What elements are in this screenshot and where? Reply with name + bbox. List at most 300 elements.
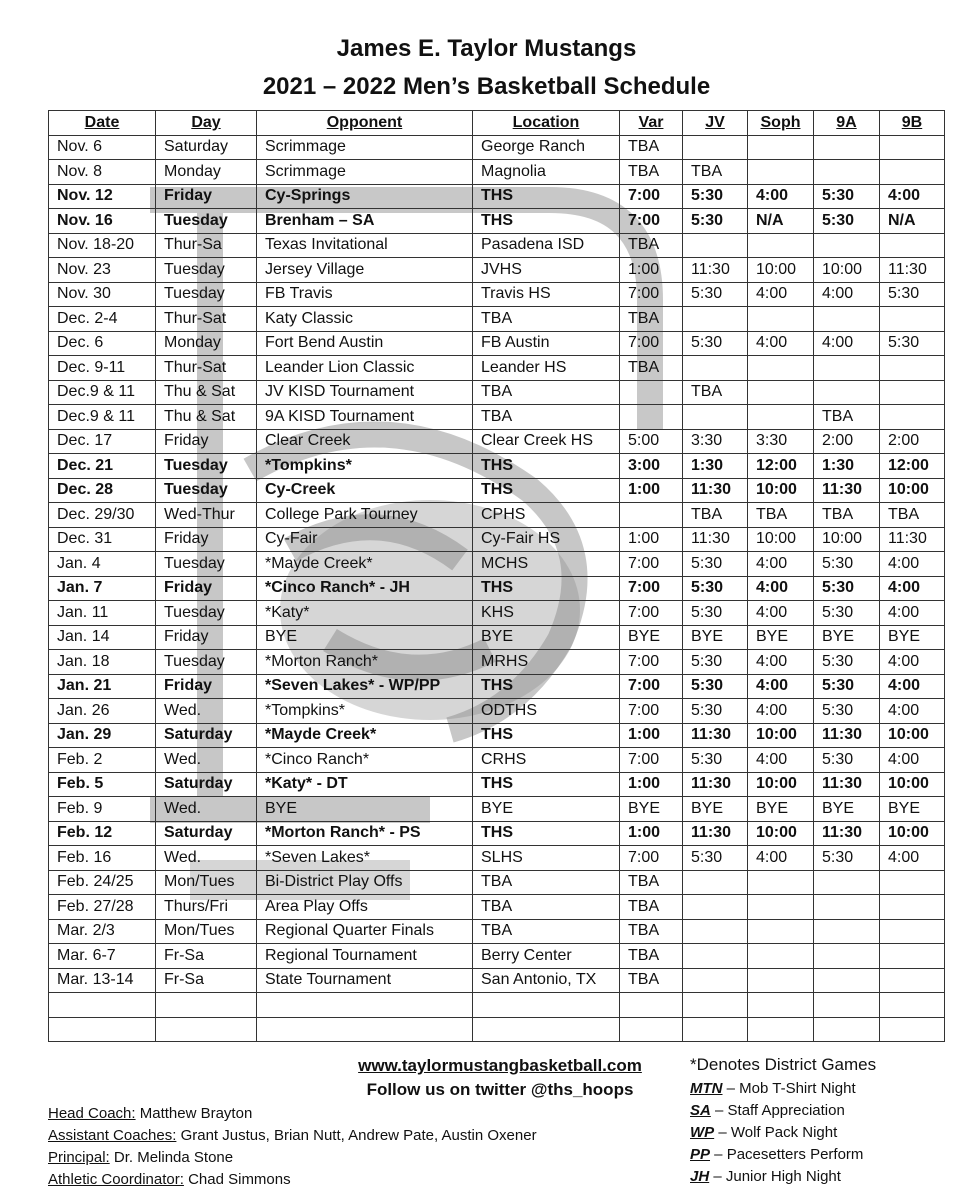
table-cell: TBA xyxy=(473,307,620,332)
staff-role: Principal: xyxy=(48,1149,110,1166)
table-cell: BYE xyxy=(620,797,683,822)
table-cell: THS xyxy=(473,454,620,479)
table-cell xyxy=(683,356,748,381)
table-cell: 12:00 xyxy=(748,454,814,479)
table-cell xyxy=(683,993,748,1018)
table-cell xyxy=(880,307,945,332)
table-cell: CPHS xyxy=(473,503,620,528)
table-row xyxy=(49,209,945,234)
table-cell: Wed-Thur xyxy=(156,503,257,528)
column-header: 9A xyxy=(814,111,880,136)
table-cell xyxy=(748,895,814,920)
table-cell: 11:30 xyxy=(814,723,880,748)
table-cell: Wed. xyxy=(156,797,257,822)
table-cell: Feb. 2 xyxy=(49,748,156,773)
table-cell: 3:00 xyxy=(620,454,683,479)
table-row xyxy=(49,895,945,920)
table-cell: BYE xyxy=(748,625,814,650)
table-cell: 1:00 xyxy=(620,772,683,797)
table-cell: Katy Classic xyxy=(257,307,473,332)
table-row xyxy=(49,527,945,552)
table-cell: TBA xyxy=(473,870,620,895)
table-cell: Feb. 9 xyxy=(49,797,156,822)
table-cell xyxy=(620,993,683,1018)
staff-line xyxy=(48,1169,537,1191)
table-cell xyxy=(880,993,945,1018)
legend-item xyxy=(690,1122,876,1144)
legend-code: PP xyxy=(690,1146,711,1163)
table-cell xyxy=(748,307,814,332)
table-cell: TBA xyxy=(620,160,683,185)
staff-name: Grant Justus, Brian Nutt, Andrew Pate, Austin Oxener xyxy=(176,1127,537,1144)
table-cell: TBA xyxy=(880,503,945,528)
table-cell: 5:30 xyxy=(814,650,880,675)
table-cell: 10:00 xyxy=(880,723,945,748)
table-cell: TBA xyxy=(473,405,620,430)
table-cell: 4:00 xyxy=(748,331,814,356)
column-header: Opponent xyxy=(257,111,473,136)
table-cell: 11:30 xyxy=(683,772,748,797)
table-cell: TBA xyxy=(620,870,683,895)
table-cell: 1:00 xyxy=(620,478,683,503)
table-cell: Dec. 31 xyxy=(49,527,156,552)
website-link[interactable]: www.taylormustangbasketball.com xyxy=(358,1056,642,1075)
table-cell xyxy=(683,307,748,332)
table-row xyxy=(49,748,945,773)
table-cell: 11:30 xyxy=(814,821,880,846)
table-cell xyxy=(620,1017,683,1042)
table-cell: TBA xyxy=(620,944,683,969)
table-cell xyxy=(620,380,683,405)
table-cell: *Katy* xyxy=(257,601,473,626)
table-cell: Thur-Sat xyxy=(156,307,257,332)
table-cell xyxy=(748,968,814,993)
table-row xyxy=(49,993,945,1018)
table-cell xyxy=(683,944,748,969)
table-cell: BYE xyxy=(683,797,748,822)
table-cell xyxy=(814,968,880,993)
table-row xyxy=(49,282,945,307)
table-cell xyxy=(880,944,945,969)
legend-code: MTN xyxy=(690,1080,723,1097)
table-cell: BYE xyxy=(814,625,880,650)
column-header: Date xyxy=(49,111,156,136)
table-cell: 10:00 xyxy=(880,821,945,846)
table-cell: 11:30 xyxy=(683,527,748,552)
table-cell: Monday xyxy=(156,160,257,185)
table-cell: Friday xyxy=(156,184,257,209)
table-cell: Thu & Sat xyxy=(156,405,257,430)
table-cell xyxy=(748,405,814,430)
table-cell: 10:00 xyxy=(748,772,814,797)
staff-role: Assistant Coaches: xyxy=(48,1127,177,1144)
table-cell xyxy=(748,356,814,381)
table-row xyxy=(49,380,945,405)
table-cell: BYE xyxy=(257,797,473,822)
table-cell: 9A KISD Tournament xyxy=(257,405,473,430)
table-cell: 5:30 xyxy=(683,184,748,209)
table-cell: Dec. 17 xyxy=(49,429,156,454)
table-cell: 5:30 xyxy=(814,674,880,699)
table-cell: Fort Bend Austin xyxy=(257,331,473,356)
table-cell xyxy=(156,993,257,1018)
table-cell xyxy=(880,919,945,944)
table-cell: 10:00 xyxy=(880,772,945,797)
table-cell xyxy=(814,993,880,1018)
table-cell: 5:30 xyxy=(683,209,748,234)
table-row xyxy=(49,870,945,895)
table-cell xyxy=(814,944,880,969)
table-cell: TBA xyxy=(620,919,683,944)
table-cell xyxy=(814,233,880,258)
table-cell: Nov. 12 xyxy=(49,184,156,209)
table-cell: ODTHS xyxy=(473,699,620,724)
table-row xyxy=(49,356,945,381)
table-cell: N/A xyxy=(748,209,814,234)
table-cell: TBA xyxy=(620,135,683,160)
table-cell: Feb. 27/28 xyxy=(49,895,156,920)
table-cell: 2:00 xyxy=(880,429,945,454)
table-cell: Mar. 2/3 xyxy=(49,919,156,944)
table-cell: TBA xyxy=(683,160,748,185)
table-cell: Pasadena ISD xyxy=(473,233,620,258)
staff-name: Chad Simmons xyxy=(183,1171,291,1188)
table-cell: TBA xyxy=(814,405,880,430)
table-cell: 5:00 xyxy=(620,429,683,454)
table-cell: *Katy* - DT xyxy=(257,772,473,797)
table-cell: TBA xyxy=(620,968,683,993)
table-cell: 1:00 xyxy=(620,821,683,846)
table-cell: 7:00 xyxy=(620,674,683,699)
table-row xyxy=(49,1017,945,1042)
table-cell: TBA xyxy=(620,895,683,920)
table-cell xyxy=(880,968,945,993)
table-cell xyxy=(683,405,748,430)
table-cell: TBA xyxy=(473,919,620,944)
table-cell: 7:00 xyxy=(620,282,683,307)
table-cell: THS xyxy=(473,674,620,699)
table-cell: 7:00 xyxy=(620,846,683,871)
table-cell: KHS xyxy=(473,601,620,626)
table-cell: 4:00 xyxy=(880,674,945,699)
table-cell: *Seven Lakes* - WP/PP xyxy=(257,674,473,699)
table-cell: 7:00 xyxy=(620,650,683,675)
legend xyxy=(690,1054,876,1188)
table-cell: 5:30 xyxy=(814,699,880,724)
table-cell: 10:00 xyxy=(748,821,814,846)
table-cell: 10:00 xyxy=(748,478,814,503)
table-cell: Nov. 6 xyxy=(49,135,156,160)
table-cell: Mar. 6-7 xyxy=(49,944,156,969)
table-cell: Saturday xyxy=(156,821,257,846)
table-cell: 7:00 xyxy=(620,748,683,773)
table-cell: 4:00 xyxy=(748,674,814,699)
legend-items xyxy=(690,1078,876,1188)
table-cell: BYE xyxy=(473,797,620,822)
table-cell: Tuesday xyxy=(156,209,257,234)
table-cell xyxy=(748,233,814,258)
table-cell: 5:30 xyxy=(814,846,880,871)
table-cell: 5:30 xyxy=(814,576,880,601)
table-cell: Cy-Creek xyxy=(257,478,473,503)
staff-list xyxy=(48,1103,537,1191)
table-cell: 4:00 xyxy=(880,650,945,675)
staff-role: Athletic Coordinator: xyxy=(48,1171,184,1188)
table-cell xyxy=(748,380,814,405)
table-cell: Friday xyxy=(156,576,257,601)
table-cell: 4:00 xyxy=(880,748,945,773)
table-cell: BYE xyxy=(620,625,683,650)
legend-item xyxy=(690,1166,876,1188)
table-cell: Jan. 26 xyxy=(49,699,156,724)
table-cell xyxy=(814,895,880,920)
legend-item xyxy=(690,1100,876,1122)
table-cell: Saturday xyxy=(156,723,257,748)
table-cell: Dec.9 & 11 xyxy=(49,405,156,430)
table-cell xyxy=(880,135,945,160)
legend-code: SA xyxy=(690,1102,711,1119)
table-cell: N/A xyxy=(880,209,945,234)
table-cell: 5:30 xyxy=(814,601,880,626)
table-cell xyxy=(814,356,880,381)
table-cell: 10:00 xyxy=(814,527,880,552)
table-cell: 4:00 xyxy=(814,331,880,356)
table-cell xyxy=(814,919,880,944)
table-body xyxy=(49,135,945,1042)
table-cell: Jan. 21 xyxy=(49,674,156,699)
table-cell: THS xyxy=(473,723,620,748)
table-cell xyxy=(683,1017,748,1042)
staff-line xyxy=(48,1103,537,1125)
table-cell: 4:00 xyxy=(880,846,945,871)
table-cell: 11:30 xyxy=(814,478,880,503)
table-row xyxy=(49,919,945,944)
table-cell: SLHS xyxy=(473,846,620,871)
table-cell xyxy=(814,160,880,185)
table-cell xyxy=(880,356,945,381)
table-cell: BYE xyxy=(748,797,814,822)
table-cell xyxy=(683,968,748,993)
table-cell: Magnolia xyxy=(473,160,620,185)
table-cell: 5:30 xyxy=(683,650,748,675)
table-cell: TBA xyxy=(683,503,748,528)
table-cell xyxy=(814,307,880,332)
table-cell: 10:00 xyxy=(748,258,814,283)
table-cell: Travis HS xyxy=(473,282,620,307)
table-cell: Mar. 13-14 xyxy=(49,968,156,993)
table-cell: Texas Invitational xyxy=(257,233,473,258)
staff-name: Matthew Brayton xyxy=(135,1105,253,1122)
table-cell: 11:30 xyxy=(683,723,748,748)
table-cell: 11:30 xyxy=(880,527,945,552)
column-header: Soph xyxy=(748,111,814,136)
table-cell: BYE xyxy=(880,797,945,822)
legend-code: JH xyxy=(690,1168,710,1185)
table-cell: Tuesday xyxy=(156,478,257,503)
table-row xyxy=(49,601,945,626)
table-cell: Fr-Sa xyxy=(156,968,257,993)
table-cell: Nov. 8 xyxy=(49,160,156,185)
table-cell: MRHS xyxy=(473,650,620,675)
table-cell xyxy=(620,503,683,528)
table-row xyxy=(49,552,945,577)
table-cell: 7:00 xyxy=(620,184,683,209)
table-cell: 4:00 xyxy=(880,184,945,209)
table-row xyxy=(49,184,945,209)
table-cell: 5:30 xyxy=(683,846,748,871)
table-row xyxy=(49,723,945,748)
table-row xyxy=(49,821,945,846)
table-row xyxy=(49,307,945,332)
schedule-title: James E. Taylor Mustangs xyxy=(336,35,637,62)
twitter-line: Follow us on twitter @ths_hoops xyxy=(366,1080,634,1099)
table-cell: Tuesday xyxy=(156,601,257,626)
table-cell: Dec. 2-4 xyxy=(49,307,156,332)
table-cell: *Tompkins* xyxy=(257,699,473,724)
table-cell xyxy=(880,160,945,185)
table-cell: 5:30 xyxy=(814,748,880,773)
table-cell: 5:30 xyxy=(814,184,880,209)
table-cell: Cy-Fair HS xyxy=(473,527,620,552)
table-cell: Area Play Offs xyxy=(257,895,473,920)
legend-text: – Staff Appreciation xyxy=(710,1102,845,1119)
table-row xyxy=(49,699,945,724)
table-cell: Jan. 4 xyxy=(49,552,156,577)
table-cell: Regional Quarter Finals xyxy=(257,919,473,944)
table-cell: JV KISD Tournament xyxy=(257,380,473,405)
table-cell: 4:00 xyxy=(880,601,945,626)
table-cell: 10:00 xyxy=(748,723,814,748)
table-cell: *Seven Lakes* xyxy=(257,846,473,871)
table-cell xyxy=(814,380,880,405)
table-cell: Leander HS xyxy=(473,356,620,381)
table-row xyxy=(49,478,945,503)
legend-item xyxy=(690,1144,876,1166)
table-cell: 7:00 xyxy=(620,552,683,577)
table-cell: THS xyxy=(473,184,620,209)
table-cell: JVHS xyxy=(473,258,620,283)
table-cell xyxy=(49,993,156,1018)
table-cell: Feb. 24/25 xyxy=(49,870,156,895)
table-cell: Clear Creek xyxy=(257,429,473,454)
table-cell xyxy=(156,1017,257,1042)
table-cell: 1:00 xyxy=(620,527,683,552)
table-cell: 4:00 xyxy=(748,699,814,724)
table-cell xyxy=(748,1017,814,1042)
table-cell: George Ranch xyxy=(473,135,620,160)
table-cell: Feb. 12 xyxy=(49,821,156,846)
table-cell xyxy=(49,1017,156,1042)
table-cell xyxy=(880,233,945,258)
table-cell: Tuesday xyxy=(156,282,257,307)
table-row xyxy=(49,576,945,601)
legend-text: – Pacesetters Perform xyxy=(710,1146,864,1163)
schedule-table xyxy=(48,110,945,1042)
legend-title: *Denotes District Games xyxy=(690,1055,877,1074)
table-cell: Berry Center xyxy=(473,944,620,969)
table-cell: BYE xyxy=(257,625,473,650)
table-cell: Wed. xyxy=(156,748,257,773)
table-cell: TBA xyxy=(620,307,683,332)
table-cell: Thur-Sa xyxy=(156,233,257,258)
table-row xyxy=(49,233,945,258)
table-cell: State Tournament xyxy=(257,968,473,993)
table-cell xyxy=(748,944,814,969)
table-cell: Clear Creek HS xyxy=(473,429,620,454)
table-cell: 11:30 xyxy=(814,772,880,797)
table-cell: Cy-Springs xyxy=(257,184,473,209)
table-cell: Jersey Village xyxy=(257,258,473,283)
table-cell: *Cinco Ranch* xyxy=(257,748,473,773)
table-row xyxy=(49,454,945,479)
table-cell: *Cinco Ranch* - JH xyxy=(257,576,473,601)
table-cell: Nov. 30 xyxy=(49,282,156,307)
table-row xyxy=(49,429,945,454)
table-cell xyxy=(880,380,945,405)
table-cell: Wed. xyxy=(156,846,257,871)
table-cell: TBA xyxy=(473,380,620,405)
table-cell: Dec.9 & 11 xyxy=(49,380,156,405)
table-cell xyxy=(683,895,748,920)
table-cell: Tuesday xyxy=(156,650,257,675)
table-cell: Leander Lion Classic xyxy=(257,356,473,381)
table-cell: 4:00 xyxy=(748,846,814,871)
table-cell: Bi-District Play Offs xyxy=(257,870,473,895)
table-cell: Dec. 29/30 xyxy=(49,503,156,528)
table-cell xyxy=(473,1017,620,1042)
table-cell: TBA xyxy=(620,233,683,258)
table-cell: 5:30 xyxy=(880,331,945,356)
table-cell: Feb. 16 xyxy=(49,846,156,871)
table-cell: 5:30 xyxy=(814,552,880,577)
table-cell: *Morton Ranch* xyxy=(257,650,473,675)
table-cell: Regional Tournament xyxy=(257,944,473,969)
table-row xyxy=(49,968,945,993)
table-cell: 4:00 xyxy=(748,552,814,577)
table-cell: Dec. 9-11 xyxy=(49,356,156,381)
table-cell: Scrimmage xyxy=(257,135,473,160)
table-row xyxy=(49,944,945,969)
table-cell: Tuesday xyxy=(156,552,257,577)
table-cell: 7:00 xyxy=(620,209,683,234)
table-cell: 2:00 xyxy=(814,429,880,454)
table-cell: 1:30 xyxy=(814,454,880,479)
table-cell: 4:00 xyxy=(748,650,814,675)
table-cell xyxy=(683,135,748,160)
table-cell: BYE xyxy=(880,625,945,650)
table-cell: CRHS xyxy=(473,748,620,773)
table-cell: 5:30 xyxy=(683,331,748,356)
table-cell: 1:30 xyxy=(683,454,748,479)
table-cell: 7:00 xyxy=(620,576,683,601)
table-cell: Feb. 5 xyxy=(49,772,156,797)
table-cell: TBA xyxy=(473,895,620,920)
table-cell: Fr-Sa xyxy=(156,944,257,969)
table-cell: Jan. 18 xyxy=(49,650,156,675)
table-cell: 10:00 xyxy=(748,527,814,552)
table-cell xyxy=(748,993,814,1018)
table-cell xyxy=(748,919,814,944)
table-cell: Jan. 14 xyxy=(49,625,156,650)
table-cell: 4:00 xyxy=(748,576,814,601)
table-cell: Mon/Tues xyxy=(156,919,257,944)
table-row xyxy=(49,625,945,650)
table-cell xyxy=(683,870,748,895)
table-cell: FB Austin xyxy=(473,331,620,356)
table-cell: 5:30 xyxy=(814,209,880,234)
table-cell: Dec. 21 xyxy=(49,454,156,479)
table-cell xyxy=(257,1017,473,1042)
